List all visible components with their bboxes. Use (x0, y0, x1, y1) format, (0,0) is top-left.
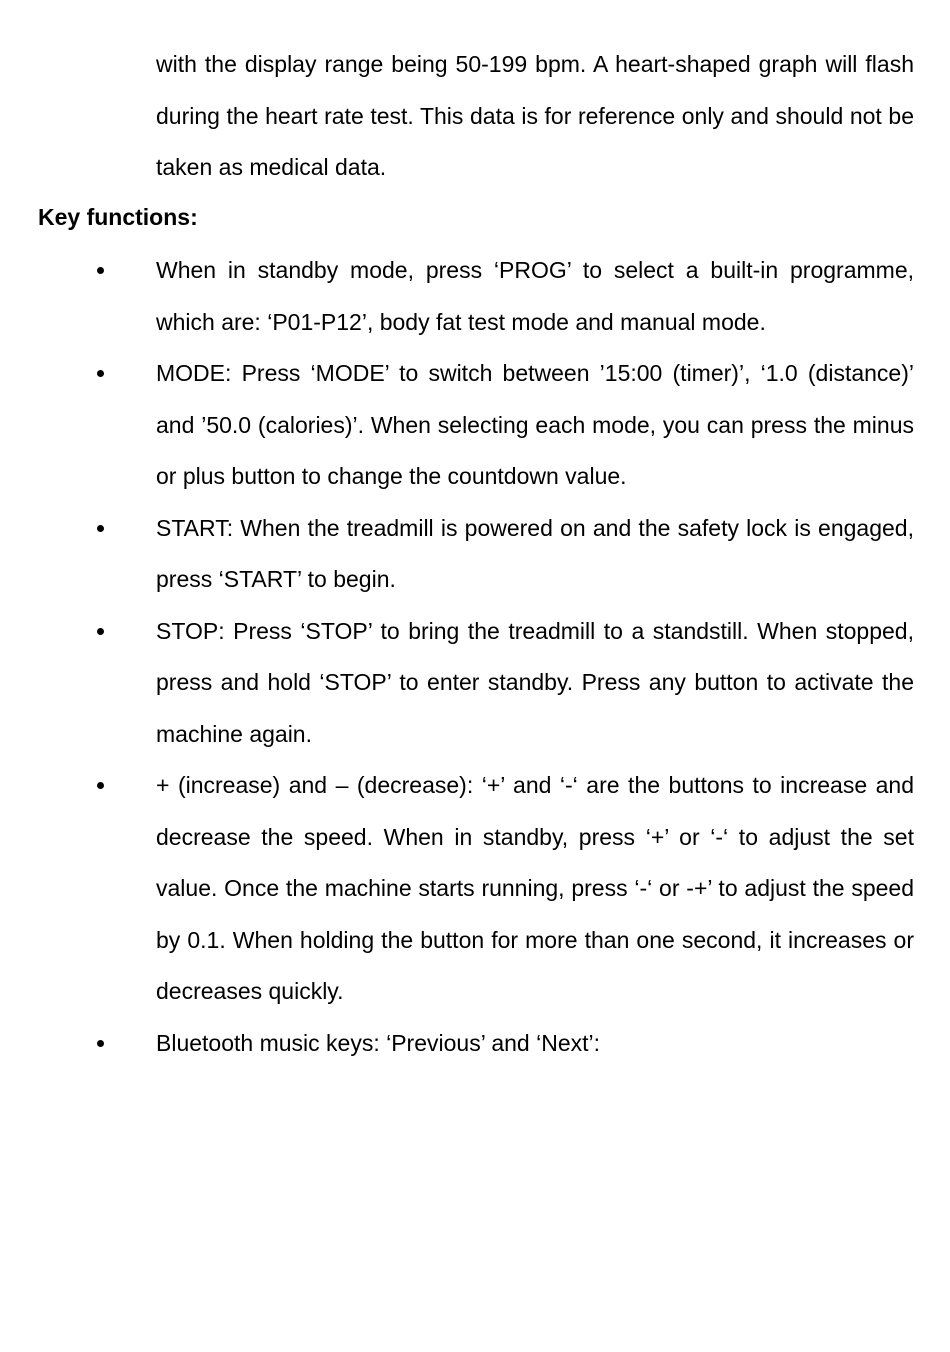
list-item-text: MODE: Press ‘MODE’ to switch between ’15:00 (timer)’, ‘1.0 (distance)’ and ’50.0 (calories)’. When selecting each mode, you can press the minus or plus button to change the countdown value. (156, 360, 914, 489)
section-heading: Key functions: (38, 204, 198, 230)
bullet-icon (97, 370, 104, 377)
list-item (0, 503, 950, 606)
list-item (0, 348, 950, 503)
list-item-text: START: When the treadmill is powered on and the safety lock is engaged, press ‘START’ to begin. (156, 514, 914, 592)
list-item (0, 245, 950, 348)
key-functions-list (0, 245, 950, 1069)
bullet-icon (97, 1040, 104, 1047)
list-item (0, 760, 950, 1018)
list-item-text: STOP: Press ‘STOP’ to bring the treadmill to a standstill. When stopped, press and hold ‘STOP’ to enter standby. Press any button to activate the machine again. (156, 617, 914, 747)
list-item-text: When in standby mode, press ‘PROG’ to select a built-in programme, which are: ‘P01-P12’, body fat test mode and manual mode. (156, 257, 914, 335)
list-item-text: Bluetooth music keys: ‘Previous’ and ‘Next’: (156, 1029, 601, 1056)
bullet-icon (97, 782, 104, 789)
bullet-icon (97, 267, 104, 274)
list-item (0, 1018, 950, 1070)
intro-paragraph: with the display range being 50-199 bpm. A heart-shaped graph will flash during the heart rate test. This data is for reference only and should not be taken as medical data. (156, 51, 914, 180)
bullet-icon (97, 525, 104, 532)
list-item (0, 606, 950, 761)
bullet-icon (97, 628, 104, 635)
list-item-text: + (increase) and – (decrease): ‘+’ and ‘-‘ are the buttons to increase and decrease the speed. When in standby, press ‘+’ or ‘-‘ to adjust the set value. Once the machine starts running, press ‘-‘ or -+’ to adjust the speed by 0.1. When holding the button for more than one second, it increases or decreases quickly. (156, 772, 914, 1004)
